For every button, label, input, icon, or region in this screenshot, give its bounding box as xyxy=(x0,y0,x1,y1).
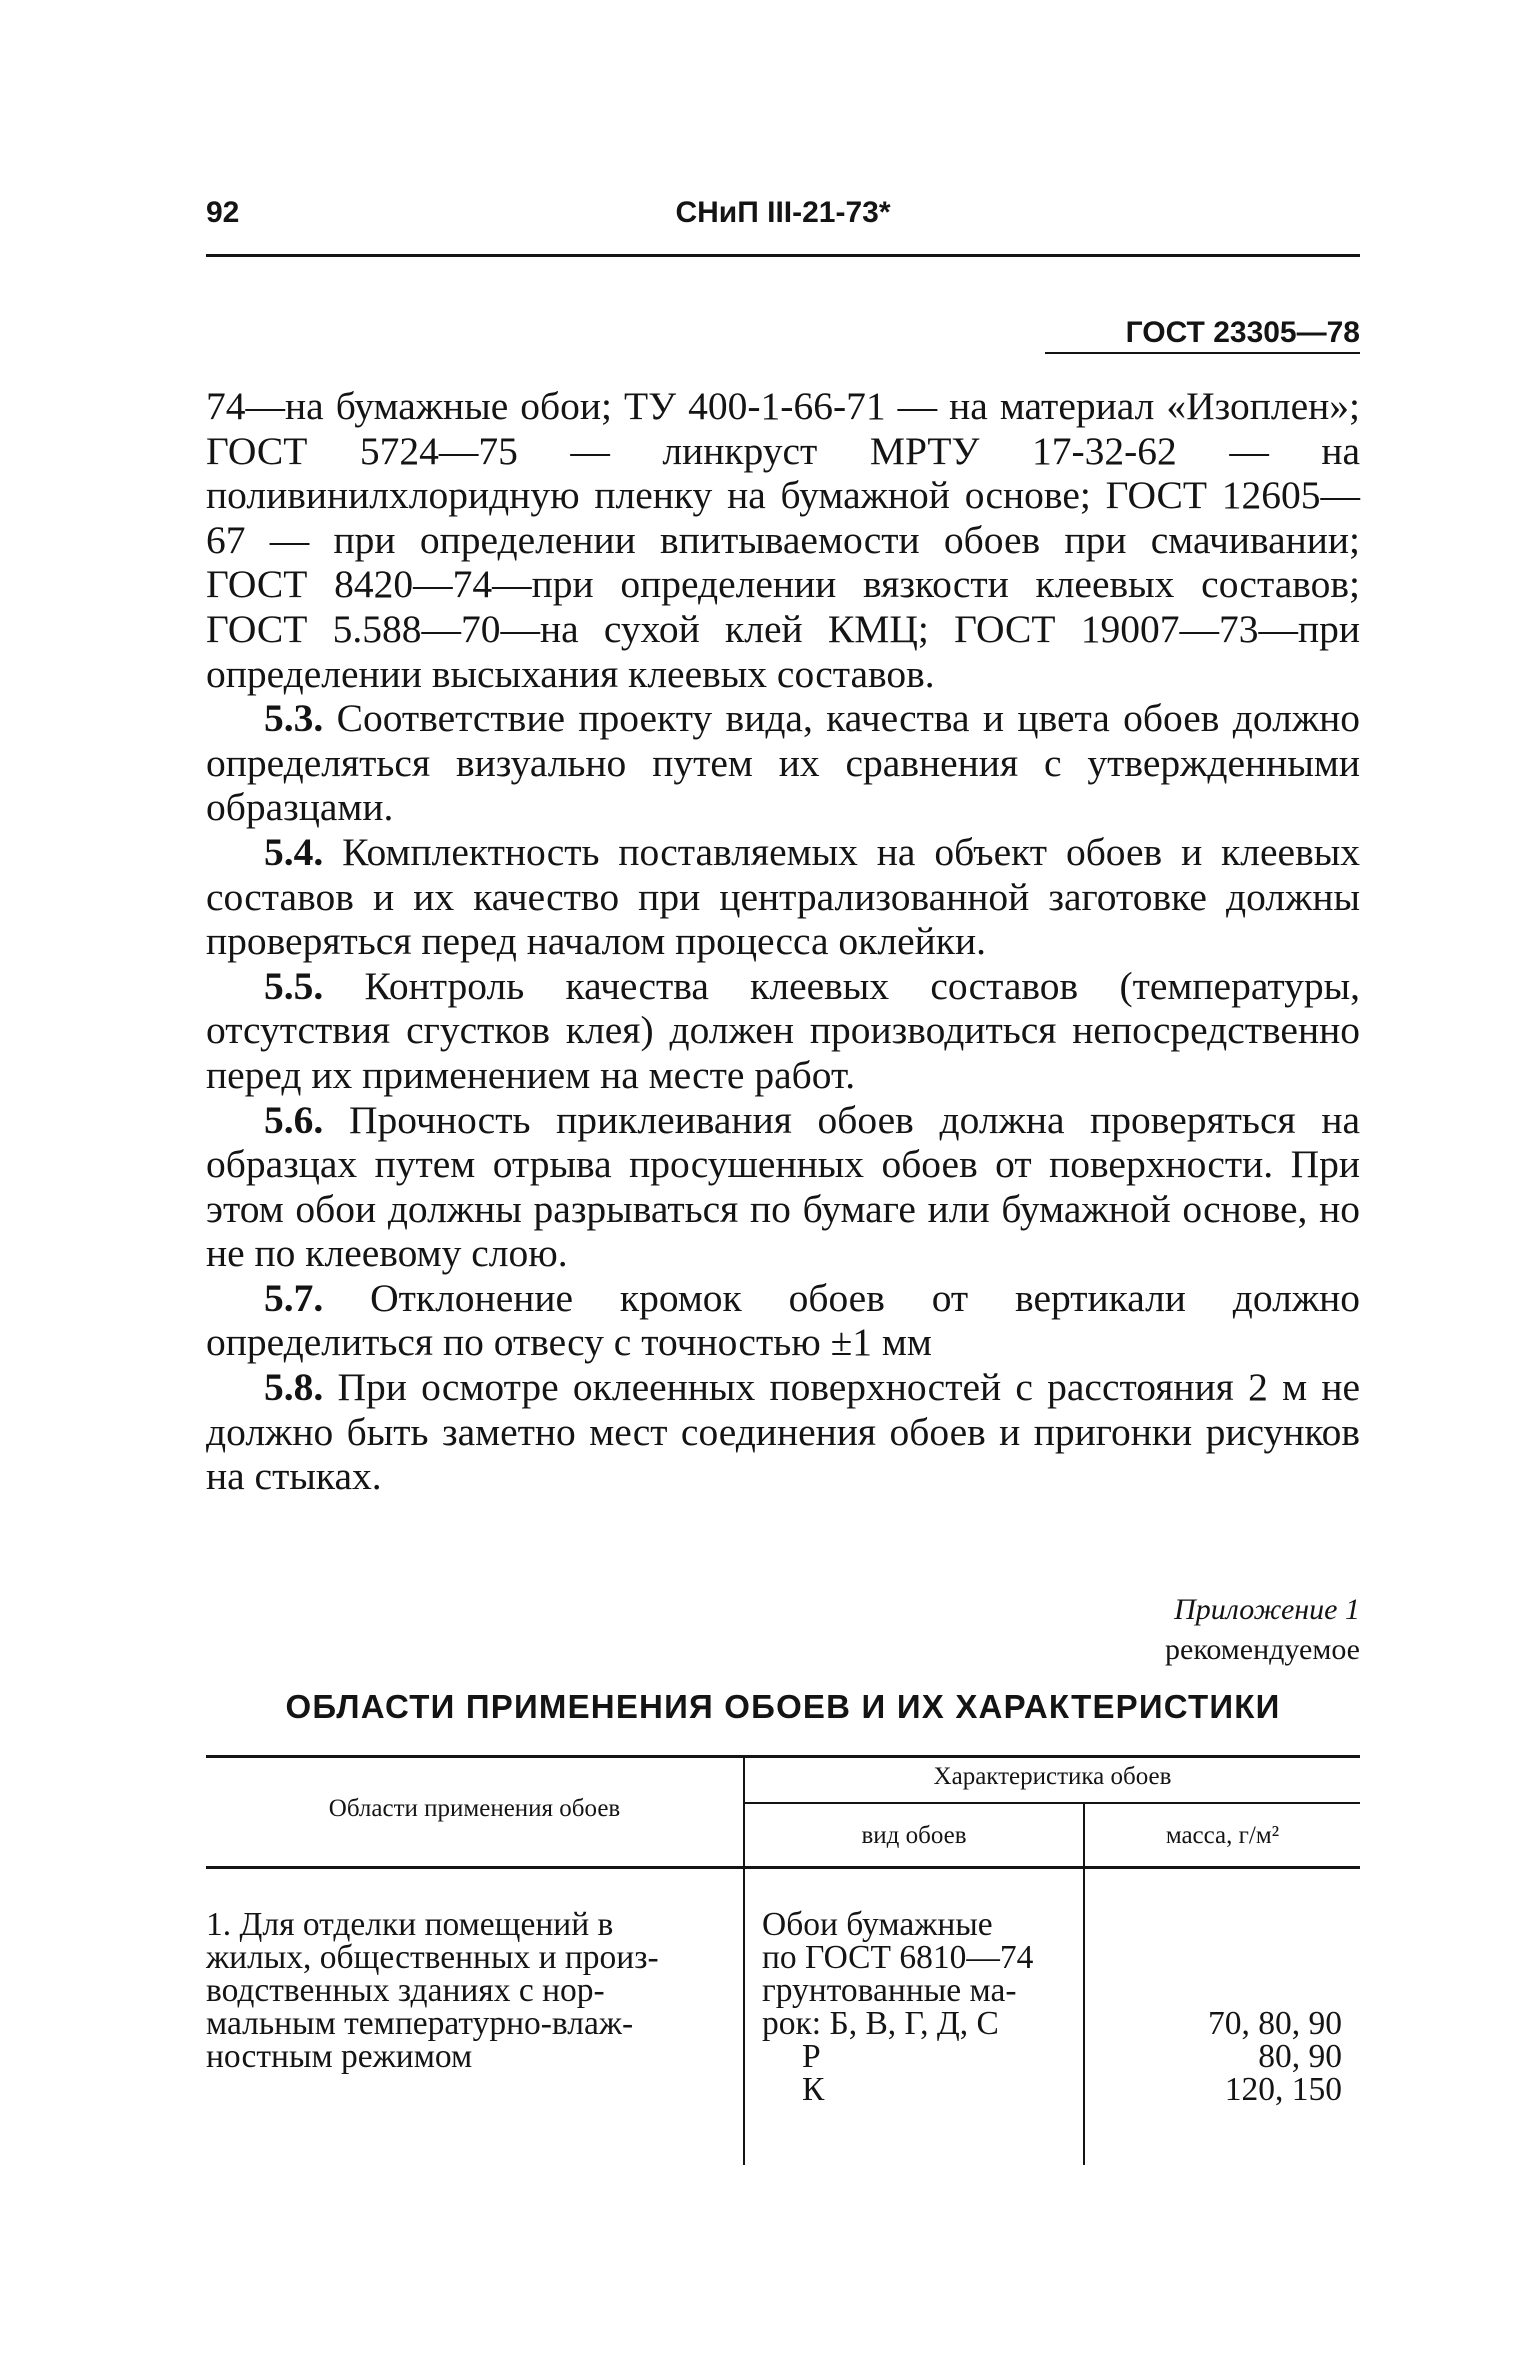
clause-text: Контроль качества клеевых составов (температуры, отсутствия сгустков клея) должен производиться непосредственно перед их применением на месте работ. xyxy=(206,963,1361,1097)
clause-text: Отклонение кромок обоев от вертикали должно определиться по отвесу с точностью ±1 мм xyxy=(206,1275,1361,1365)
table-title: ОБЛАСТИ ПРИМЕНЕНИЯ ОБОЕВ И ИХ ХАРАКТЕРИСТИКИ xyxy=(285,1688,1281,1725)
header-characteristics: Характеристика обоев xyxy=(933,1763,1172,1790)
header-type: вид обоев xyxy=(861,1822,967,1849)
cell-line: рок: Б, В, Г, Д, С xyxy=(762,2005,999,2042)
cell-line: 80, 90 xyxy=(1258,2038,1342,2075)
clause-number: 5.3. xyxy=(264,696,324,741)
cell-line: водственных зданиях с нор- xyxy=(206,1972,605,2009)
clause-5-6 xyxy=(206,1098,1360,1276)
clause-5-7 xyxy=(206,1276,1360,1365)
clause-5-4 xyxy=(206,830,1360,964)
page-number: 92 xyxy=(206,196,240,229)
running-header xyxy=(206,196,1360,252)
cell-line: мальным температурно-влаж- xyxy=(206,2005,634,2042)
clause-number: 5.7. xyxy=(264,1275,324,1320)
cell-line: по ГОСТ 6810—74 xyxy=(762,1939,1034,1976)
clause-5-8 xyxy=(206,1365,1360,1499)
header-mass: масса, г/м² xyxy=(1165,1822,1280,1849)
appendix-title: Приложение 1 xyxy=(1174,1593,1360,1626)
header-areas: Области применения обоев xyxy=(328,1795,621,1822)
cell-line: грунтованные ма- xyxy=(762,1972,1017,2009)
cell-mass xyxy=(1086,2007,1342,2106)
cell-line: 70, 80, 90 xyxy=(1208,2005,1342,2042)
clause-number: 5.5. xyxy=(264,963,324,1008)
clause-number: 5.6. xyxy=(264,1097,324,1142)
table-top-rule xyxy=(206,1755,1360,1758)
cell-line: ностным режимом xyxy=(206,2038,473,2075)
appendix-note xyxy=(1165,1590,1360,1670)
cell-line: К xyxy=(802,2071,825,2108)
header-bottom-rule xyxy=(206,1866,1360,1869)
clause-5-3 xyxy=(206,696,1360,830)
clause-number: 5.4. xyxy=(264,829,324,874)
column-divider xyxy=(1083,1802,1085,2165)
cell-line: 120, 150 xyxy=(1224,2071,1342,2108)
gost-label: ГОСТ 23305—78 xyxy=(1125,316,1360,349)
body-text xyxy=(206,384,1360,1499)
cell-line: Обои бумажные xyxy=(762,1906,993,1943)
characteristics-table xyxy=(206,1755,1360,2165)
column-divider xyxy=(743,1755,745,2165)
clause-text: Комплектность поставляемых на объект обоев и клеевых составов и их качество при централизованной заготовке должны проверяться перед началом процесса оклейки. xyxy=(206,829,1361,964)
header-rule xyxy=(206,254,1360,257)
clause-5-5 xyxy=(206,964,1360,1098)
cell-line: жилых, общественных и произ- xyxy=(206,1939,659,1976)
clause-text: При осмотре оклеенных поверхностей с расстояния 2 м не должно быть заметно мест соединения обоев и пригонки рисунков на стыках. xyxy=(206,1365,1360,1499)
clause-number: 5.8. xyxy=(264,1365,324,1410)
clause-text: Прочность приклеивания обоев должна проверяться на образцах путем отрыва просушенных обоев от поверхности. При этом обои должны разрываться по бумаге или бумажной основе, но не по клеевому слою. xyxy=(206,1097,1360,1276)
group-header-rule xyxy=(743,1802,1360,1804)
cell-wallpaper-type xyxy=(762,1908,1080,2106)
document-code: СНиП III-21-73* xyxy=(675,196,891,229)
clause-text: Соответствие проекту вида, качества и цвета обоев должно определяться визуально путем их сравнения с утвержденными образцами. xyxy=(206,696,1360,830)
cell-line: 1. Для отделки помещений в xyxy=(206,1906,614,1943)
cell-application-area xyxy=(206,1908,726,2073)
appendix-status: рекомендуемое xyxy=(1165,1633,1360,1666)
continuation-paragraph: 74—на бумажные обои; ТУ 400-1-66-71 — на материал «Изоплен»; ГОСТ 5724—75 — линкруст МРТУ 17-32-62 — на поливинилхлоридную пленку на бумажной основе; ГОСТ 12605—67 — при определении впитываемости обоев при смачивании; ГОСТ 8420—74—при определении вязкости клеевых составов; ГОСТ 5.588—70—на сухой клей КМЦ; ГОСТ 19007—73—при определении высыхания клеевых составов. xyxy=(206,384,1360,696)
gost-underline xyxy=(1045,352,1360,354)
cell-line: Р xyxy=(802,2038,821,2075)
